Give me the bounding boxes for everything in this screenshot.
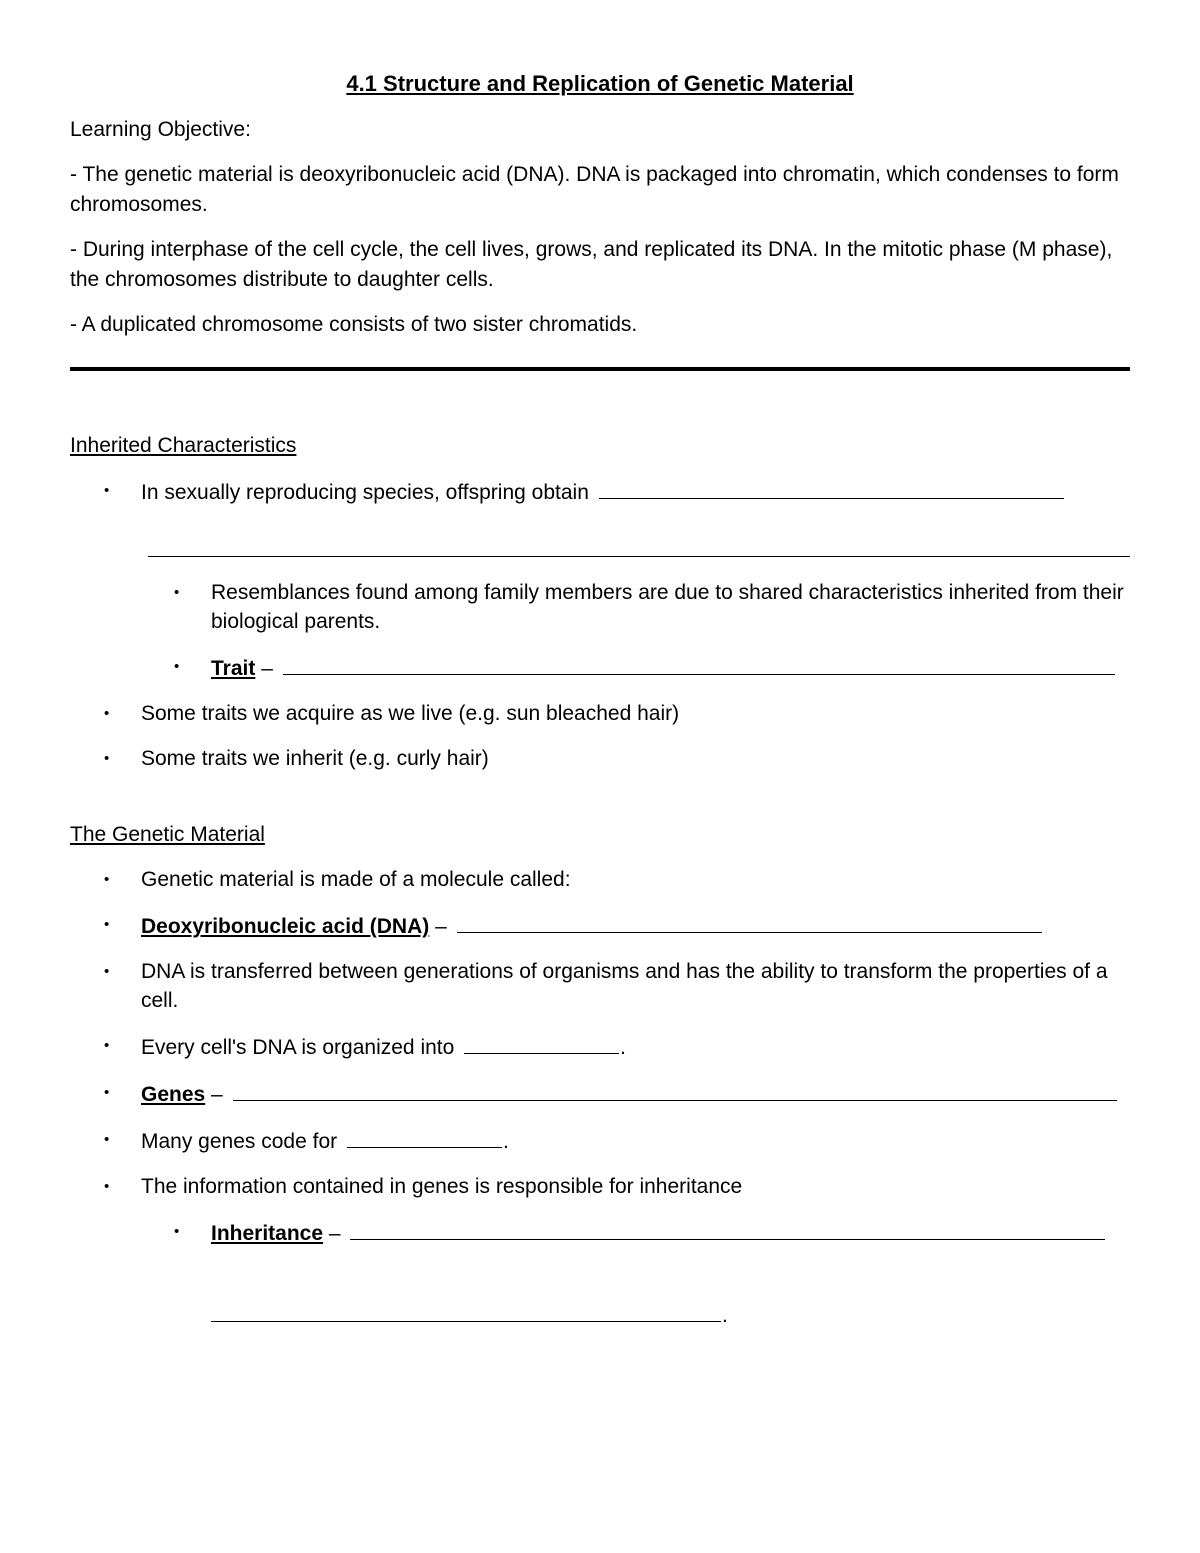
bullet: • [104,1037,110,1054]
list-item-dna [70,910,1130,941]
list-item-organized [70,1031,1130,1062]
period: . [620,1036,626,1059]
bullet: • [174,1223,180,1240]
organized-text: Every cell's DNA is organized into [141,1036,455,1059]
list-item-inherit [70,744,1130,773]
bullet: • [104,1131,110,1148]
worksheet-page [70,70,1130,1328]
bullet: • [104,916,110,933]
list-item-info [70,1172,1130,1201]
dash: – [211,1083,223,1106]
trait-term: Trait [211,657,256,680]
info-text: The information contained in genes is responsible for inheritance [141,1175,743,1198]
bullet: • [174,584,180,601]
period: . [722,1304,728,1327]
list-item-resemblances [70,578,1130,636]
organized-blank[interactable] [464,1031,619,1054]
list-item-made-of [70,865,1130,894]
page-title: 4.1 Structure and Replication of Genetic Material [346,71,854,96]
list-item-transferred [70,957,1130,1015]
objective-point-1: - The genetic material is deoxyribonucleic acid (DNA). DNA is packaged into chromatin, which condenses to form chromosomes. [70,163,1119,216]
inherit-text: Some traits we inherit (e.g. curly hair) [141,747,489,770]
offspring-text: In sexually reproducing species, offspring obtain [141,481,589,504]
traits-list [70,699,1130,773]
trait-blank[interactable] [283,652,1115,675]
dna-term: Deoxyribonucleic acid (DNA) [141,915,430,938]
genetic-material-heading: The Genetic Material [70,823,265,846]
list-item-genes [70,1078,1130,1109]
offspring-blank-continued[interactable] [148,534,1130,557]
period: . [502,1130,509,1153]
objective-point-2: - During interphase of the cell cycle, the cell lives, grows, and replicated its DNA. In the mitotic phase (M phase), the chromosomes distribute to daughter cells. [70,238,1113,291]
bullet: • [104,482,110,499]
section-divider [70,367,1130,371]
list-item-inheritance [70,1217,1130,1248]
bullet: • [174,658,180,675]
list-item-acquire [70,699,1130,728]
resemblances-text: Resemblances found among family members are due to shared characteristics inherited from their biological parents. [211,581,1124,633]
dna-blank[interactable] [457,910,1042,933]
genes-blank[interactable] [233,1078,1117,1101]
made-of-text: Genetic material is made of a molecule called: [141,868,571,891]
inherited-sublist [70,578,1130,683]
code-for-blank[interactable] [347,1125,502,1148]
list-item-trait [70,652,1130,683]
inheritance-blank-continued[interactable] [211,1299,721,1322]
inherited-list [70,476,1130,507]
acquire-text: Some traits we acquire as we live (e.g. sun bleached hair) [141,702,680,725]
bullet: • [104,705,110,722]
bullet: • [104,1084,110,1101]
dash: – [328,1222,341,1245]
bullet: • [104,750,110,767]
inheritance-term: Inheritance [211,1222,324,1245]
dash: – [435,915,447,938]
learning-objective-label: Learning Objective: [70,118,251,141]
bullet: • [104,871,110,888]
dash: – [261,657,273,680]
objective-point-3: - A duplicated chromosome consists of two sister chromatids. [70,313,638,336]
code-for-text: Many genes code for [141,1130,338,1153]
offspring-blank[interactable] [599,476,1064,499]
list-item-offspring [70,476,1130,507]
bullet: • [104,1178,110,1195]
inheritance-blank[interactable] [350,1217,1105,1240]
genetic-list [70,865,1130,1248]
inherited-characteristics-heading: Inherited Characteristics [70,434,297,457]
genes-term: Genes [141,1083,206,1106]
transferred-text: DNA is transferred between generations of organisms and has the ability to transform the properties of a cell. [141,960,1108,1012]
list-item-code-for [70,1125,1130,1156]
bullet: • [104,963,110,980]
